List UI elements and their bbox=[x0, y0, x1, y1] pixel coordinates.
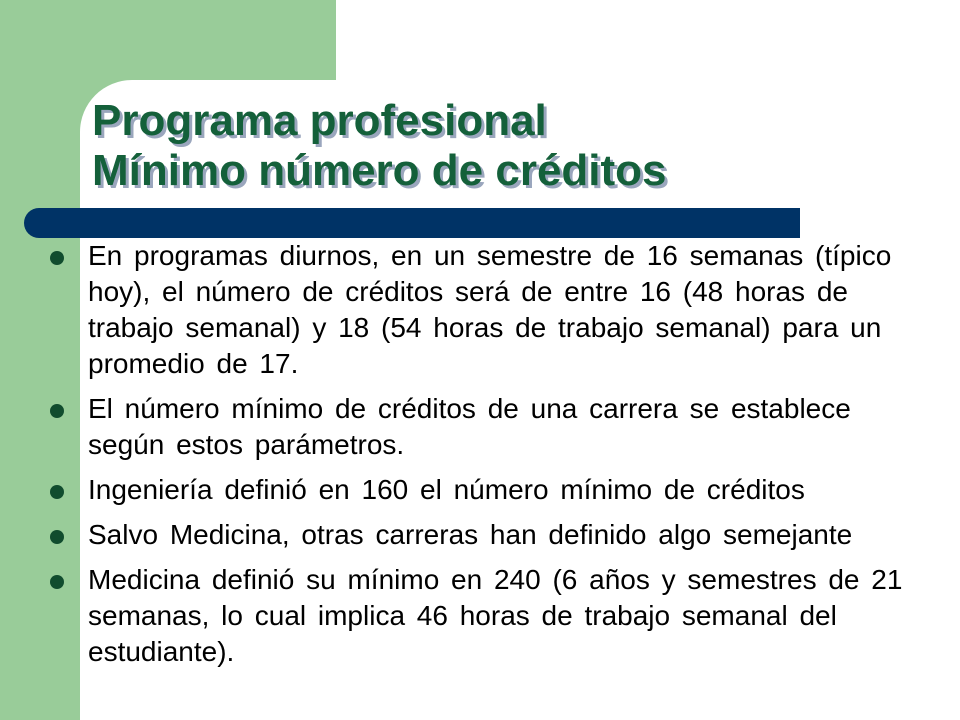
bullet-text: En programas diurnos, en un semestre de 16 semanas (típico hoy), el número de créditos será de entre 16 (48 horas de trabajo semanal) y 18 (54 horas de trabajo semanal) para un promedio de 17. bbox=[88, 240, 892, 379]
bullet-item bbox=[88, 562, 918, 670]
bullet-text: Medicina definió su mínimo en 240 (6 años y semestres de 21 semanas, lo cual implica 46 horas de trabajo semanal del estudiante). bbox=[88, 564, 903, 667]
bullet-text: Ingeniería definió en 160 el número mínimo de créditos bbox=[88, 474, 805, 505]
bullet-list bbox=[88, 238, 918, 679]
bullet-item bbox=[88, 391, 918, 463]
title-underline-bar bbox=[24, 208, 800, 238]
bullet-dot-icon bbox=[50, 485, 64, 499]
slide-title-line-2: Mínimo número de créditos bbox=[92, 146, 667, 195]
bullet-item bbox=[88, 472, 918, 508]
bullet-text: El número mínimo de créditos de una carrera se establece según estos parámetros. bbox=[88, 393, 851, 460]
bullet-dot-icon bbox=[50, 530, 64, 544]
bullet-dot-icon bbox=[50, 575, 64, 589]
bullet-text: Salvo Medicina, otras carreras han definido algo semejante bbox=[88, 519, 853, 550]
bullet-item bbox=[88, 238, 918, 382]
bullet-item bbox=[88, 517, 918, 553]
bullet-dot-icon bbox=[50, 251, 64, 265]
slide-title-line-1: Programa profesional bbox=[92, 96, 547, 145]
slide-title bbox=[92, 96, 667, 196]
bullet-dot-icon bbox=[50, 404, 64, 418]
